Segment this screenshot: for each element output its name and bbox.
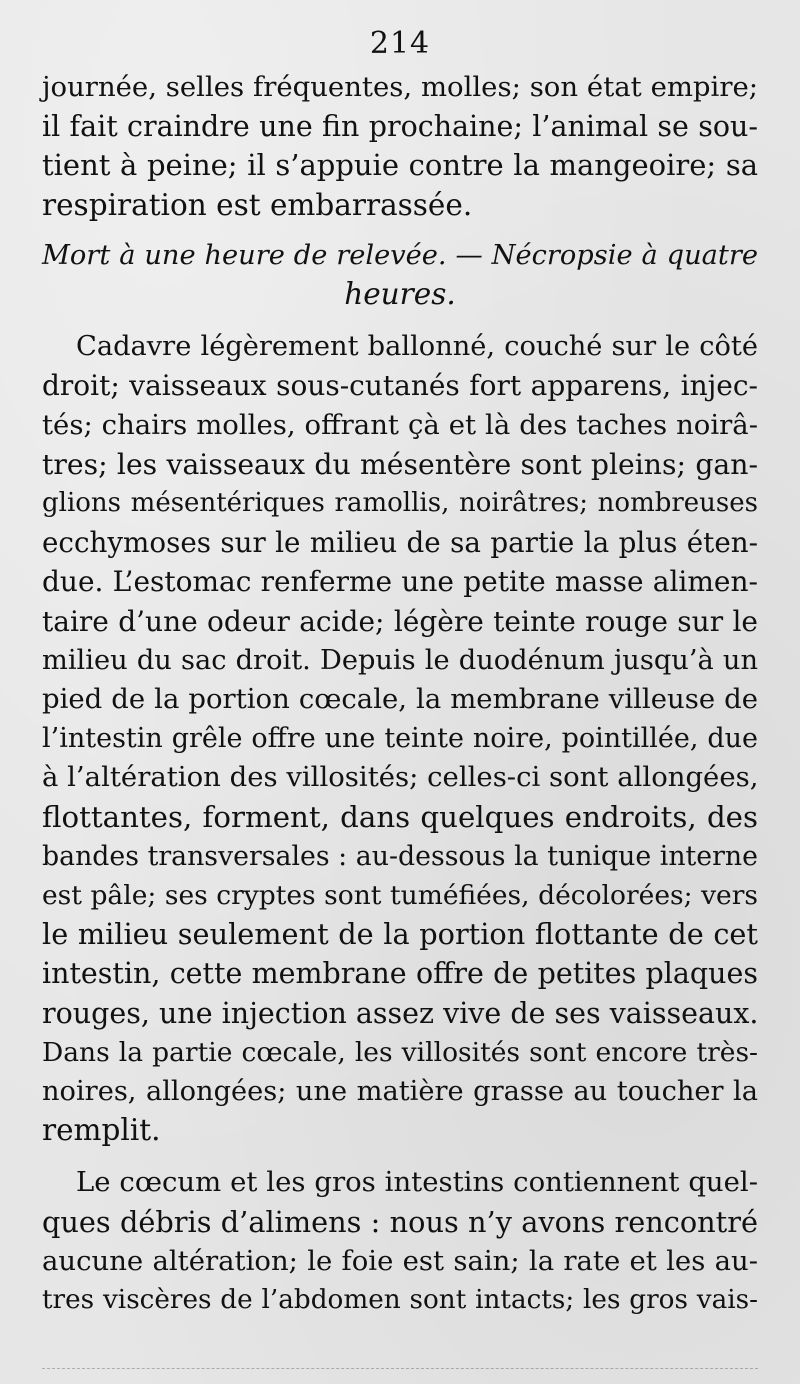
section-heading bbox=[42, 236, 758, 314]
text-line: taire d’une odeur acide; légère teinte rouge sur le bbox=[42, 604, 758, 638]
text-line: aucune altération; le foie est sain; la rate et les au- bbox=[42, 1244, 758, 1277]
text-line: le milieu seulement de la portion flottante de cet bbox=[42, 917, 758, 952]
text-line: ecchymoses sur le milieu de sa partie la plus éten- bbox=[42, 526, 758, 560]
text-line: remplit. bbox=[42, 1113, 161, 1148]
text-line: à l’altération des villosités; celles-ci sont allongées, bbox=[42, 761, 759, 794]
text-line: tés; chairs molles, offrant çà et là des taches noirâ- bbox=[42, 408, 758, 441]
text-line: est pâle; ses cryptes sont tuméfiées, décolorées; vers bbox=[42, 880, 758, 912]
text-line: Cadavre légèrement ballonné, couché sur le côté bbox=[76, 331, 758, 363]
text-line: Dans la partie cœcale, les villosités sont encore très- bbox=[42, 1036, 758, 1068]
page-number: 214 bbox=[369, 26, 431, 61]
heading-line: heures. bbox=[344, 277, 456, 312]
text-line: tres viscères de l’abdomen sont intacts; les gros vais- bbox=[42, 1285, 758, 1316]
text-line: flottantes, forment, dans quelques endroits, des bbox=[42, 799, 758, 834]
text-line: ques débris d’alimens : nous n’y avons rencontré bbox=[42, 1204, 758, 1239]
text-line: respiration est embarrassée. bbox=[42, 187, 473, 222]
text-line: droit; vaisseaux sous-cutanés fort apparens, injec- bbox=[42, 369, 758, 403]
text-line: Le cœcum et les gros intestins contiennent quel- bbox=[76, 1166, 758, 1199]
text-line: intestin, cette membrane offre de petites plaques bbox=[42, 957, 758, 991]
text-line: due. L’estomac renferme une petite masse alimen- bbox=[42, 565, 758, 599]
page-bottom-edge bbox=[42, 1368, 758, 1369]
text-line: tient à peine; il s’appuie contre la mangeoire; sa bbox=[42, 148, 758, 183]
body-text bbox=[42, 68, 758, 1320]
paragraph-2 bbox=[42, 327, 758, 1150]
text-line: il fait craindre une fin prochaine; l’animal se sou- bbox=[42, 110, 758, 144]
paragraph-3 bbox=[42, 1163, 758, 1320]
text-line: l’intestin grêle offre une teinte noire, pointillée, due bbox=[42, 723, 758, 755]
heading-line: Mort à une heure de relevée. — Nécropsie à quatre bbox=[42, 239, 758, 271]
text-line: bandes transversales : au-dessous la tunique interne bbox=[42, 840, 758, 872]
text-line: journée, selles fréquentes, molles; son état empire; bbox=[42, 71, 758, 103]
text-line: glions mésentériques ramollis, noirâtres; nombreuses bbox=[42, 488, 758, 519]
text-line: noires, allongées; une matière grasse au toucher la bbox=[42, 1076, 758, 1108]
text-line: rouges, une injection assez vive de ses vaisseaux. bbox=[42, 996, 759, 1030]
text-line: pied de la portion cœcale, la membrane villeuse de bbox=[42, 683, 758, 716]
paragraph-1 bbox=[42, 68, 758, 225]
text-line: tres; les vaisseaux du mésentère sont pleins; gan- bbox=[42, 447, 758, 481]
text-line: milieu du sac droit. Depuis le duodénum jusqu’à un bbox=[42, 644, 758, 676]
